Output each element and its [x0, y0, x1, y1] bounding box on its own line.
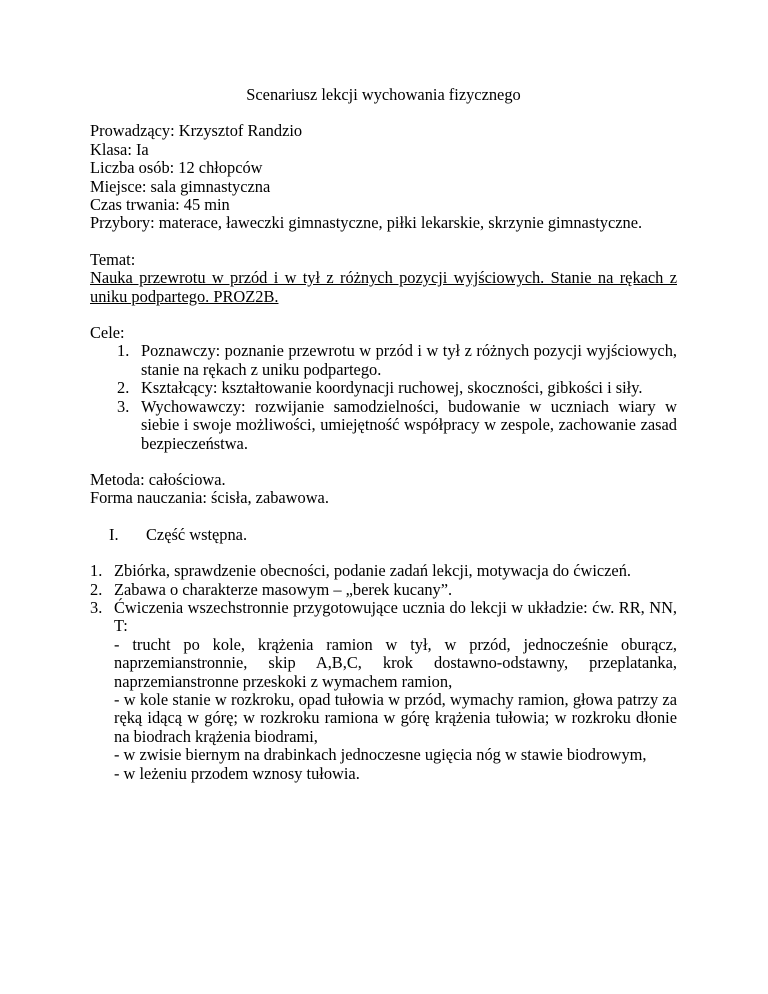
steps-list	[90, 562, 677, 783]
goal-text: Wychowawczy: rozwijanie samodzielności, budowanie w uczniach wiary w siebie i swoje możliwości, umiejętność współpracy w zespole, zachowanie zasad bezpieczeństwa.	[141, 396, 677, 453]
lesson-info	[90, 122, 677, 232]
step-text: Zbiórka, sprawdzenie obecności, podanie zadań lekcji, motywacja do ćwiczeń.	[114, 561, 632, 581]
info-equipment: Przybory: materace, ławeczki gimnastyczne, piłki lekarskie, skrzynie gimnastyczne.	[90, 213, 643, 233]
method-text: Metoda: całościowa.	[90, 469, 226, 489]
exercise-line: - w kole stanie w rozkroku, opad tułowia w przód, wymachy ramion, głowa patrzy za ręką idącą w górę; w rozkroku ramiona w górę krążenia tułowia; w rozkroku dłonie na biodrach krążenia biodrami,	[114, 689, 677, 746]
goal-number: 3.	[117, 396, 130, 416]
goals-list	[90, 342, 677, 452]
goal-number: 1.	[117, 341, 130, 361]
goal-number: 2.	[117, 378, 130, 398]
exercise-line: - trucht po kole, krążenia ramion w tył, w przód, jednocześnie oburącz, naprzemianstronnie, skip A,B,C, krok dostawno-odstawny, przeplatanka, naprzemianstronne przeskoki z wymachem ramion,	[114, 634, 677, 691]
topic-section	[90, 251, 677, 306]
document-title: Scenariusz lekcji wychowania fizycznego	[246, 85, 521, 104]
step-item	[90, 581, 677, 599]
document-page	[90, 86, 677, 783]
goal-item	[90, 398, 677, 453]
info-count: Liczba osób: 12 chłopców	[90, 158, 263, 178]
method-section	[90, 471, 677, 508]
step-text: Zabawa o charakterze masowym – „berek kucany”.	[114, 579, 453, 599]
goals-label: Cele:	[90, 323, 125, 343]
section-title: Część wstępna.	[146, 524, 248, 544]
goals-section	[90, 324, 677, 453]
step-number: 3.	[90, 597, 103, 617]
step-number: 2.	[90, 579, 103, 599]
info-duration: Czas trwania: 45 min	[90, 195, 230, 215]
section-number: I.	[109, 524, 119, 544]
info-place: Miejsce: sala gimnastyczna	[90, 176, 271, 196]
info-teacher: Prowadzący: Krzysztof Randzio	[90, 121, 303, 141]
exercise-line: - w leżeniu przodem wznosy tułowia.	[114, 763, 360, 783]
goal-item	[90, 342, 677, 379]
step-number: 1.	[90, 561, 103, 581]
step-item	[90, 599, 677, 783]
step-item	[90, 562, 677, 580]
goal-text: Poznawczy: poznanie przewrotu w przód i w tył z różnych pozycji wyjściowych, stanie na rękach z uniku podpartego.	[141, 341, 677, 379]
goal-item	[90, 379, 677, 397]
step-text: Ćwiczenia wszechstronnie przygotowujące ucznia do lekcji w układzie: ćw. RR, NN, T:	[114, 597, 677, 636]
topic-label: Temat:	[90, 249, 136, 269]
info-class: Klasa: Ia	[90, 139, 149, 159]
section-heading	[90, 526, 677, 544]
form-text: Forma nauczania: ścisła, zabawowa.	[90, 488, 329, 508]
goal-text: Kształcący: kształtowanie koordynacji ruchowej, skoczności, gibkości i siły.	[141, 378, 643, 398]
topic-text: Nauka przewrotu w przód i w tył z różnych pozycji wyjściowych. Stanie na rękach z uniku podpartego. PROZ2B.	[90, 268, 677, 306]
exercise-line: - w zwisie biernym na drabinkach jednoczesne ugięcia nóg w stawie biodrowym,	[114, 745, 647, 765]
